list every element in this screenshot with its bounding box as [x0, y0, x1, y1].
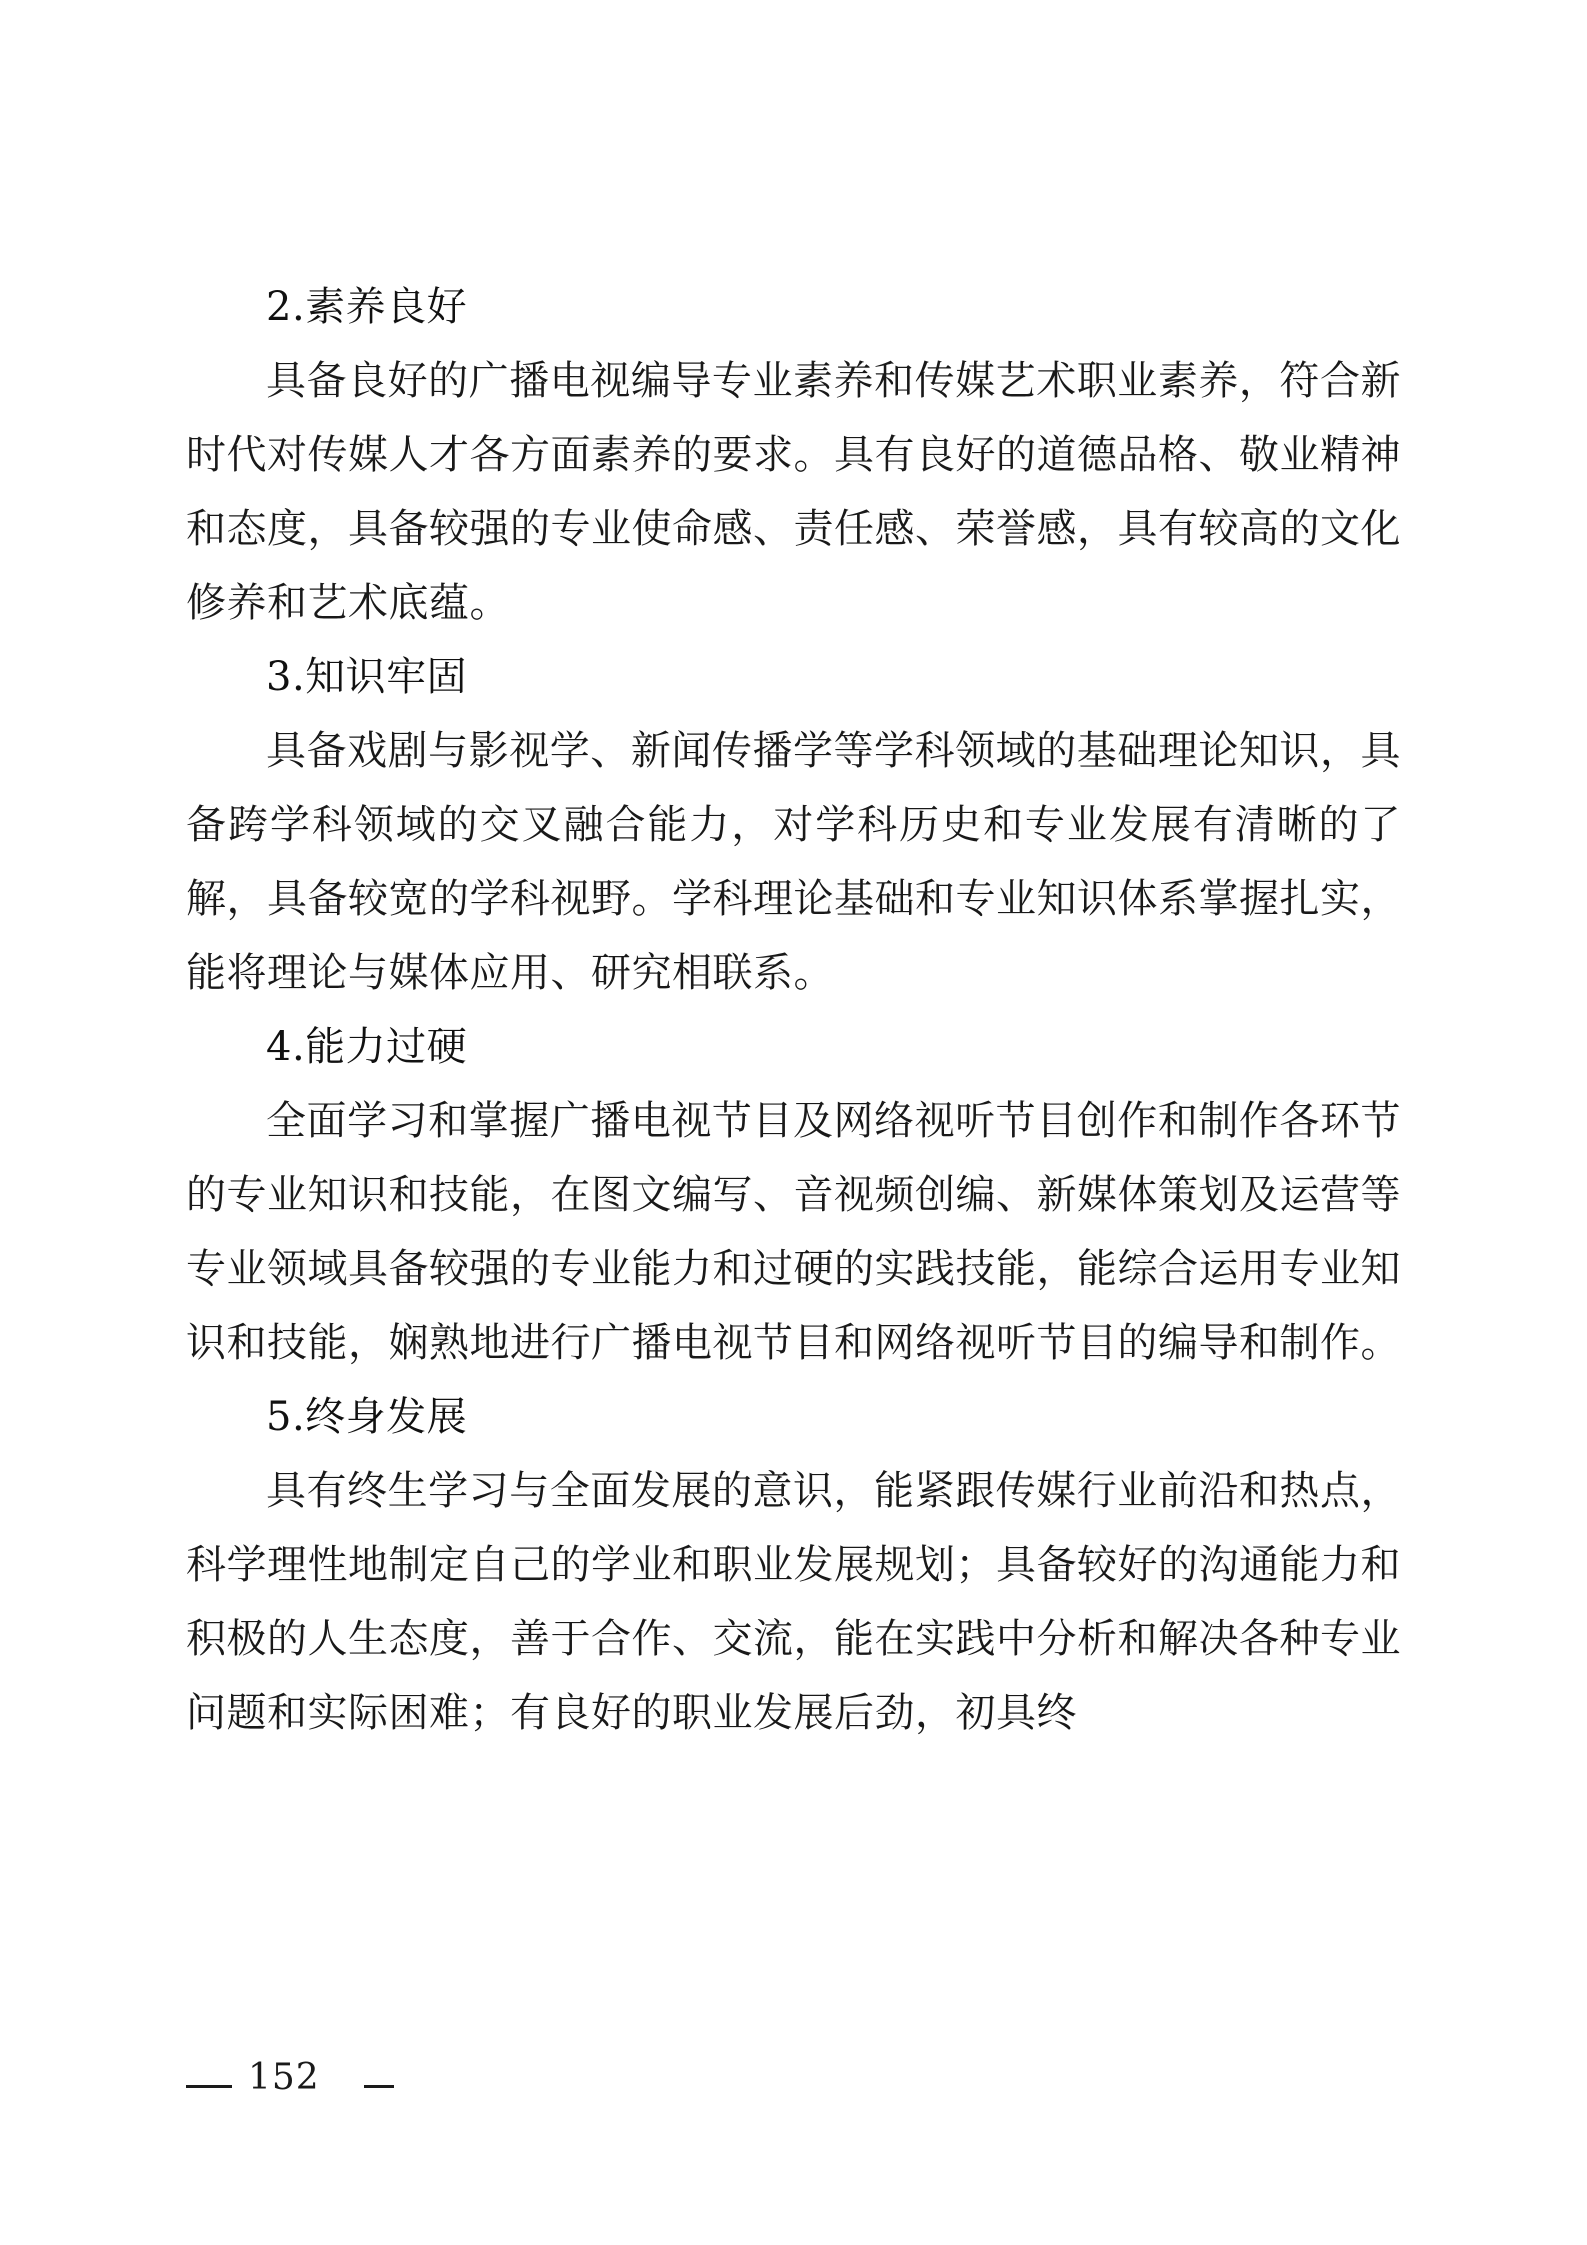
section-heading: 2.素养良好 — [266, 284, 468, 330]
section-素养良好 — [186, 270, 1401, 640]
section-paragraph: 具备戏剧与影视学、新闻传播学等学科领域的基础理论知识，具备跨学科领域的交叉融合能力，对学科历史和专业发展有清晰的了解，具备较宽的学科视野。学科理论基础和专业知识体系掌握扎实，能将理论与媒体应用、研究相联系。 — [186, 728, 1401, 996]
section-heading: 5.终身发展 — [266, 1394, 468, 1440]
section-heading: 4.能力过硬 — [266, 1024, 468, 1070]
section-paragraph: 具有终生学习与全面发展的意识，能紧跟传媒行业前沿和热点，科学理性地制定自己的学业和职业发展规划；具备较好的沟通能力和积极的人生态度，善于合作、交流，能在实践中分析和解决各种专业问题和实际困难；有良好的职业发展后劲，初具终 — [186, 1468, 1401, 1736]
document-body — [186, 270, 1401, 1750]
section-能力过硬 — [186, 1010, 1401, 1380]
section-heading: 3.知识牢固 — [266, 654, 468, 700]
page-number-right-dash-icon — [364, 2085, 394, 2088]
section-知识牢固 — [186, 640, 1401, 1010]
section-终身发展 — [186, 1380, 1401, 1750]
page-footer — [186, 2057, 1401, 2117]
page-number: 152 — [248, 2057, 320, 2098]
section-paragraph: 具备良好的广播电视编导专业素养和传媒艺术职业素养，符合新时代对传媒人才各方面素养的要求。具有良好的道德品格、敬业精神和态度，具备较强的专业使命感、责任感、荣誉感，具有较高的文化修养和艺术底蕴。 — [186, 358, 1401, 626]
section-paragraph: 全面学习和掌握广播电视节目及网络视听节目创作和制作各环节的专业知识和技能，在图文编写、音视频创编、新媒体策划及运营等专业领域具备较强的专业能力和过硬的实践技能，能综合运用专业知识和技能，娴熟地进行广播电视节目和网络视听节目的编导和制作。 — [186, 1098, 1401, 1366]
page-number-left-dash-icon — [186, 2085, 232, 2088]
